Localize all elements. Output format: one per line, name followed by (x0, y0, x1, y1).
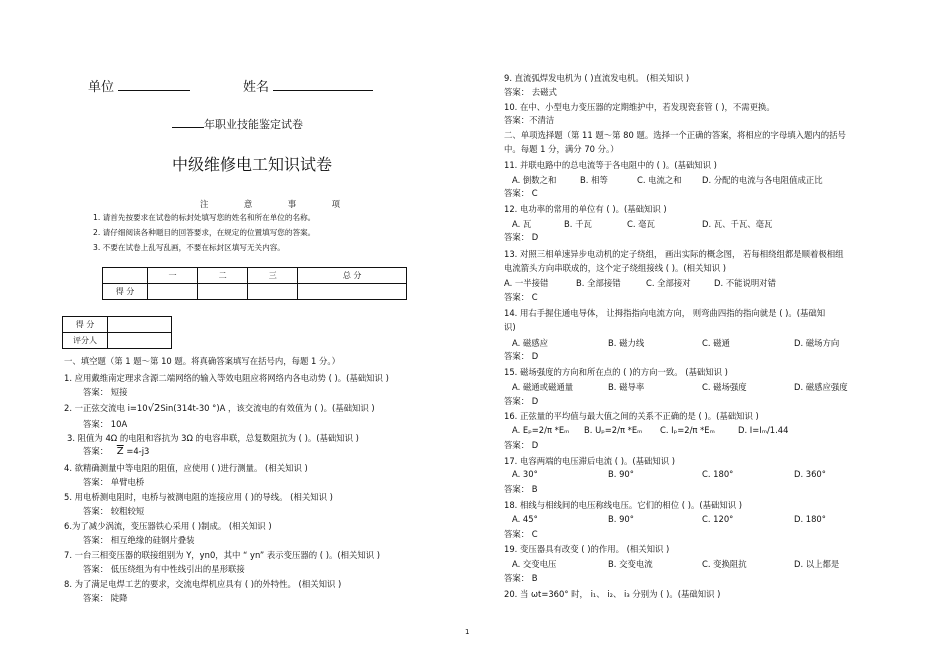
main-title: 中级维修电工知识试卷 (172, 155, 333, 174)
answer-15: 答案： D (504, 396, 539, 406)
answer-9: 答案： 去磁式 (504, 87, 557, 97)
question-6: 6.为了减少涡流，变压器铁心采用 ( )制成。 (相关知识 ) (64, 521, 272, 531)
page-number: 1 (465, 628, 470, 636)
option: A. 倒数之和 (512, 175, 557, 185)
question-10: 10. 在中、小型电力变压器的定期维护中，若发现瓷套管 ( )，不需更换。 (504, 102, 775, 112)
option: B. 磁导率 (608, 382, 645, 392)
answer-18: 答案： C (504, 529, 538, 539)
impedance-symbol: $\overline{Z}$ (116, 446, 124, 457)
question-8: 8. 为了满足电焊工艺的要求，交流电焊机应具有 ( )的外特性。 (相关知识 ) (64, 579, 342, 589)
option: A. Eₚ=2/π *Eₘ (512, 425, 570, 435)
option: C. 电流之和 (637, 175, 682, 185)
question-4: 4. 欲精确测量中等电阻的阻值，应使用 ( )进行测量。 (相关知识 ) (64, 463, 308, 473)
option: A. 一半接错 (504, 278, 549, 288)
option: A. 瓦 (512, 219, 532, 229)
option: A. 磁通或磁通量 (512, 382, 574, 392)
notice-item: 3. 不要在试卷上乱写乱画，不要在标封区填写无关内容。 (93, 243, 285, 252)
question-11: 11. 并联电路中的总电流等于各电阻中的 ( )。(基础知识 ) (504, 160, 717, 170)
option: A. 交变电压 (512, 559, 557, 569)
question-14: 14. 用右手握住通电导体， 让拇指指向电流方向， 则弯曲四指的指向就是 ( )。(基础知 (504, 308, 826, 318)
question-15: 15. 磁场强度的方向和所在点的 ( )的方向一致。 (基础知识 ) (504, 367, 728, 377)
year-blank[interactable] (172, 117, 204, 128)
option: C. 磁通 (702, 338, 730, 348)
score-table: 一 二 三 总 分 得 分 (102, 267, 407, 300)
question-17: 17. 电容两端的电压滞后电流 ( )。(基础知识 ) (504, 456, 676, 466)
question-19: 19. 变压器具有改变 ( )的作用。 (相关知识 ) (504, 544, 670, 554)
answer-4: 答案： 单臂电桥 (83, 477, 145, 487)
option: C. Iₚ=2/π *Eₘ (660, 425, 715, 435)
name-blank[interactable] (273, 80, 373, 91)
answer-13: 答案： C (504, 292, 538, 302)
option: A. 45° (512, 514, 538, 524)
option: B. 全部接错 (576, 278, 621, 288)
section-2-heading: 二、单项选择题（第 11 题～第 80 题。选择一个正确的答案，将相应的字母填入题内的括号 (504, 130, 846, 140)
option: C. 120° (702, 514, 734, 524)
option: D. 不能说明对错 (714, 278, 777, 288)
answer-5: 答案： 较粗较短 (83, 506, 145, 516)
question-14-cont: 识) (504, 322, 516, 332)
option: B. 交变电流 (608, 559, 653, 569)
option: D. 磁感应强度 (794, 382, 848, 392)
question-13: 13. 对照三相单速异步电动机的定子绕组， 画出实际的概念图， 若每相绕组都是顺着极相组 (504, 249, 844, 259)
section-1-heading: 一、填空题（第 1 题～第 10 题。将真确答案填写在括号内，每题 1 分。） (64, 356, 340, 366)
answer-11: 答案： C (504, 188, 538, 198)
option: B. 千瓦 (564, 219, 592, 229)
answer-3: 答案： $\overline{Z} =4-j3$ (83, 446, 150, 457)
answer-19: 答案： B (504, 573, 538, 583)
section-2-heading-cont: 中。每题 1 分，满分 70 分。） (504, 144, 619, 154)
option: C. 变换阻抗 (702, 559, 747, 569)
option: C. 磁场强度 (702, 382, 747, 392)
option: D. 分配的电流与各电阻值成正比 (702, 175, 823, 185)
name-field: 姓名 (243, 76, 373, 95)
option: D. 以上都是 (794, 559, 840, 569)
answer-14: 答案： D (504, 351, 539, 361)
question-1: 1. 应用戴维南定理求含源二端网络的输入等效电阻应将网络内各电动势 ( )。(基础知识 ) (64, 373, 389, 383)
option: C. 毫瓦 (627, 219, 655, 229)
question-18: 18. 相线与相线间的电压称线电压。它们的相位 ( )。(基础知识 ) (504, 500, 743, 510)
option: B. 相等 (580, 175, 608, 185)
answer-12: 答案： D (504, 232, 539, 242)
question-16: 16. 正弦量的平均值与最大值之间的关系不正确的是 ( )。(基础知识 ) (504, 411, 759, 421)
question-12: 12. 电功率的常用的单位有 ( )。(基础知识 ) (504, 204, 667, 214)
option: B. 90° (608, 469, 634, 479)
notice-item: 2. 请仔细阅读各种题目的回答要求，在规定的位置填写您的答案。 (93, 228, 316, 237)
answer-1: 答案： 短接 (83, 387, 128, 397)
answer-17: 答案： B (504, 484, 538, 494)
question-9: 9. 直流弧焊发电机为 ( )直流发电机。 (相关知识 ) (504, 73, 690, 83)
answer-2: 答案： 10A (83, 419, 128, 429)
exam-year-title: 年职业技能鉴定试卷 (172, 116, 303, 132)
answer-8: 答案： 陡降 (83, 593, 128, 603)
option: D. I=Iₘ/1.44 (738, 425, 789, 435)
option: D. 180° (794, 514, 826, 524)
option: B. Uₚ=2/π *Eₘ (584, 425, 643, 435)
notice-item: 1. 请首先按要求在试卷的标封处填写您的姓名和所在单位的名称。 (93, 213, 316, 222)
question-5: 5. 用电桥测电阻时，电桥与被测电阻的连接应用 ( )的导线。 (相关知识 ) (64, 492, 333, 502)
answer-6: 答案： 相互绝缘的硅钢片叠装 (83, 535, 195, 545)
unit-field: 单位 (88, 76, 190, 95)
question-20: 20. 当 ωt=360° 时， i₁、 i₂、 i₃ 分别为 ( )。(基础知识 ) (504, 589, 721, 599)
option: A. 30° (512, 469, 538, 479)
question-3: 3. 阻值为 4Ω 的电阻和容抗为 3Ω 的电容串联，总复数阻抗为 ( )。(基础知识 ) (67, 433, 359, 443)
option: A. 磁感应 (512, 338, 549, 348)
sqrt-symbol: √2 (147, 403, 161, 414)
option: B. 90° (608, 514, 634, 524)
option: D. 磁场方向 (794, 338, 840, 348)
option: B. 磁力线 (608, 338, 645, 348)
answer-7: 答案： 低压绕组为有中性线引出的星形联接 (83, 564, 245, 574)
question-2: 2. 一正弦交流电 i=10√2Sin(314t-30 °)A ，该交流电的有效值为 ( )。(基础知识 ) (64, 403, 375, 414)
question-13-cont: 电流箭头方向串联成的，这个定子绕组接线 ( )。(相关知识 ) (504, 263, 727, 273)
option: D. 360° (794, 469, 826, 479)
option: C. 全部接对 (646, 278, 691, 288)
question-7: 7. 一台三相变压器的联接组别为 Y，yn0，其中 “ yn” 表示变压器的 ( )。(相关知识 ) (64, 550, 381, 560)
grader-table: 得 分 评分人 (62, 316, 172, 349)
answer-10: 答案：不清洁 (504, 115, 555, 125)
option: C. 180° (702, 469, 734, 479)
option: D. 瓦、千瓦、毫瓦 (702, 219, 773, 229)
unit-blank[interactable] (118, 80, 190, 91)
notice-title: 注 意 事 项 (200, 199, 340, 209)
answer-16: 答案： D (504, 440, 539, 450)
